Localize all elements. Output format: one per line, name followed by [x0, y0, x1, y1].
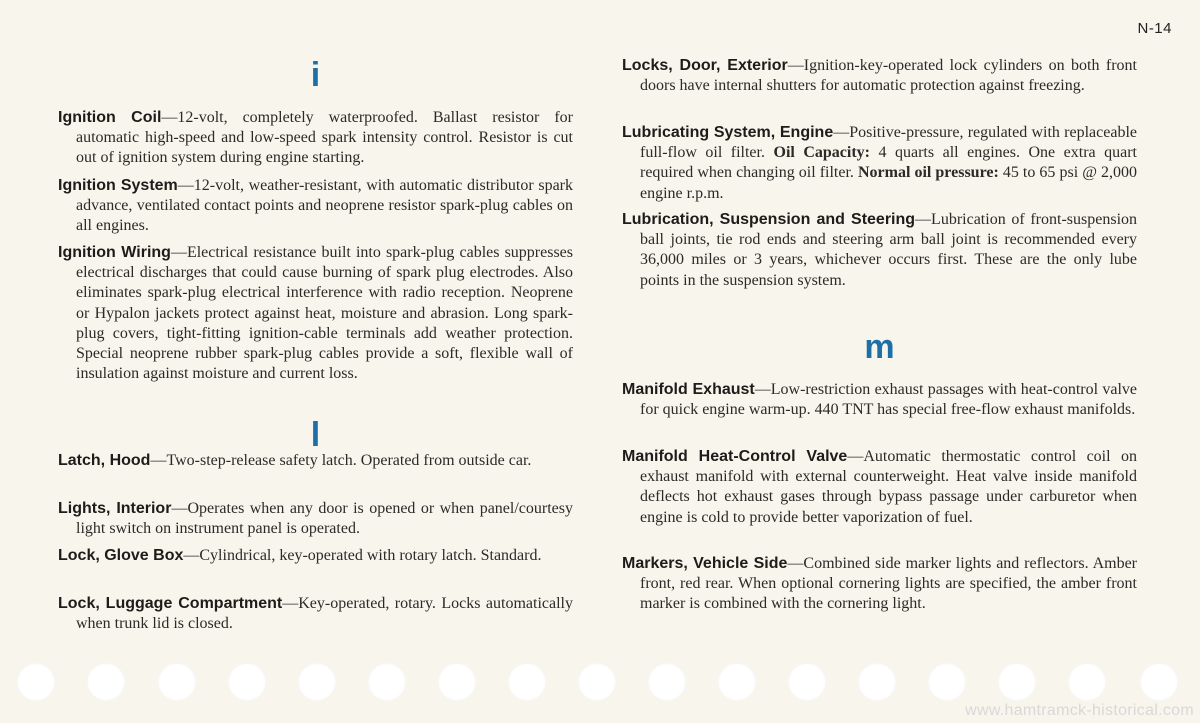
punch-hole: [1068, 663, 1106, 701]
entry-lock-luggage-compartment: [58, 594, 573, 634]
entry-lock-glove-box: [58, 546, 573, 566]
page-number: N-14: [1137, 20, 1172, 37]
punch-hole: [718, 663, 756, 701]
punch-hole: [578, 663, 616, 701]
entry-term: Locks, Door, Exterior: [622, 57, 788, 74]
entry-text: 4 quarts all engines. One extra quart required when changing oil filter.: [640, 144, 1137, 182]
entry-text: —Key-operated, rotary. Locks automatically when trunk lid is closed.: [76, 595, 573, 633]
entry-ignition-system: [58, 176, 573, 237]
watermark: www.hamtramck-historical.com: [965, 702, 1194, 719]
entry-markers-vehicle-side: [622, 554, 1137, 615]
entry-text: —Low-restriction exhaust passages with heat-control valve for quick engine warm-up. 440 TNT has special free-flow exhaust manifolds.: [640, 381, 1137, 419]
oil-capacity-label: Oil Capacity:: [773, 144, 870, 162]
entry-text: —Automatic thermostatic control coil on exhaust manifold with external counterweight. Heat valve inside manifold deflects hot exhaust gases through bypass passage under carburetor when engine is cold to provide better vaporization of fuel.: [640, 448, 1138, 526]
entry-term: Manifold Exhaust: [622, 381, 755, 398]
punch-hole: [858, 663, 896, 701]
binder-punch-holes: [0, 663, 1200, 707]
entry-text: —Electrical resistance built into spark-plug cables suppresses electrical discharges that could cause burning of spark plug electrodes. Also eliminates spark-plug electrical interference with radio reception. Neoprene or Hypalon jackets protect against heat, moisture and abrasion. Long spark-plug covers, tight-fitting ignition-cable terminals add weather protection. Special neoprene rubber spark-plug cables provide a soft, flexible wall of insulation against moisture and current loss.: [76, 244, 574, 383]
entry-text: —Operates when any door is opened or when panel/courtesy light switch on instrument panel is operated.: [76, 500, 573, 538]
entry-term: Lock, Luggage Compartment: [58, 595, 283, 612]
entry-manifold-exhaust: [622, 380, 1137, 420]
entry-text: —Two-step-release safety latch. Operated from outside car.: [150, 452, 532, 469]
entry-lights-interior: [58, 499, 573, 539]
entry-ignition-wiring: [58, 243, 573, 384]
entry-term: Ignition Wiring: [58, 244, 171, 261]
punch-hole: [648, 663, 686, 701]
entry-term: Ignition Coil: [58, 109, 162, 126]
entry-lubricating-system-engine: [622, 123, 1137, 204]
oil-pressure-label: Normal oil pressure:: [857, 164, 999, 182]
entry-text: —Combined side marker lights and reflectors. Amber front, red rear. When optional cornering lights are specified, the amber front marker is combined with the cornering light.: [640, 555, 1138, 613]
punch-hole: [158, 663, 196, 701]
punch-hole: [998, 663, 1036, 701]
entry-term: Lock, Glove Box: [58, 547, 184, 564]
entry-term: Markers, Vehicle Side: [622, 555, 788, 572]
punch-hole: [1140, 663, 1178, 701]
entry-term: Manifold Heat-Control Valve: [622, 448, 848, 465]
entry-lubrication-suspension-steering: [622, 210, 1137, 291]
entry-text: —Cylindrical, key-operated with rotary latch. Standard.: [183, 547, 542, 564]
entry-term: Lubricating System, Engine: [622, 124, 834, 141]
entry-term: Latch, Hood: [58, 452, 151, 469]
entry-text: 45 to 65 psi @ 2,000 engine r.p.m.: [640, 164, 1137, 202]
section-letter-l: l: [310, 416, 321, 454]
punch-hole: [87, 663, 125, 701]
punch-hole: [298, 663, 336, 701]
entry-ignition-coil: [58, 108, 573, 169]
entry-latch-hood: [58, 451, 573, 471]
entry-text: —Ignition-key-operated lock cylinders on both front doors have internal shutters for automatic protection against freezing.: [640, 57, 1138, 95]
punch-hole: [438, 663, 476, 701]
punch-hole: [508, 663, 546, 701]
entry-text: —Positive-pressure, regulated with replaceable full-flow oil filter.: [640, 124, 1138, 162]
entry-text: —12-volt, weather-resistant, with automatic distributor spark advance, ventilated contact points and neoprene resistor spark-plug cables on all engines.: [76, 177, 573, 235]
section-letter-i: i: [310, 56, 321, 94]
entry-locks-door-exterior: [622, 56, 1137, 96]
entry-term: Lights, Interior: [58, 500, 172, 517]
entry-manifold-heat-control-valve: [622, 447, 1137, 528]
punch-hole: [788, 663, 826, 701]
entry-text: —Lubrication of front-suspension ball joints, tie rod ends and steering arm ball joint is recommended every 36,000 miles or 3 years, whichever occurs first. These are the only lube points in the suspension system.: [640, 211, 1138, 289]
punch-hole: [228, 663, 266, 701]
section-letter-m: m: [864, 328, 895, 366]
punch-hole: [928, 663, 966, 701]
entry-text: —12-volt, completely waterproofed. Ballast resistor for automatic high-speed and low-speed spark intensity control. Resistor is cut out of ignition system during engine starting.: [76, 109, 573, 167]
punch-hole: [368, 663, 406, 701]
entry-term: Ignition System: [58, 177, 178, 194]
entry-term: Lubrication, Suspension and Steering: [622, 211, 916, 228]
punch-hole: [17, 663, 55, 701]
